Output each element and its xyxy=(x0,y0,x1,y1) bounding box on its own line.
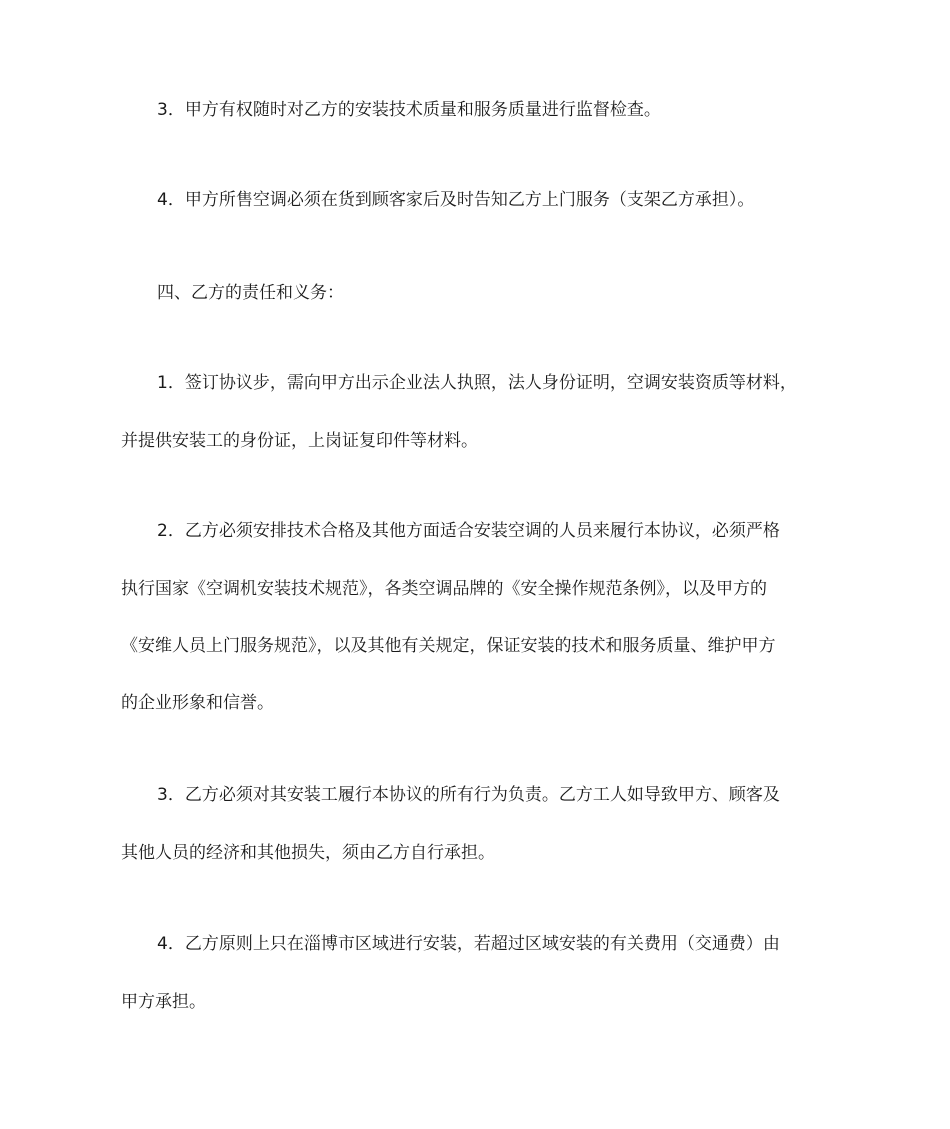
section-heading-4: 四、乙方的责任和义务： xyxy=(157,283,344,303)
clause-a3: 3．甲方有权随时对乙方的安装技术质量和服务质量进行监督检查。 xyxy=(157,100,661,120)
clause-b4-line2: 甲方承担。 xyxy=(121,992,206,1012)
clause-b1-line1: 1．签订协议步，需向甲方出示企业法人执照，法人身份证明，空调安装资质等材料， xyxy=(157,373,797,393)
clause-b2-line4: 的企业形象和信誉。 xyxy=(121,693,274,713)
clause-b3-line2: 其他人员的经济和其他损失，须由乙方自行承担。 xyxy=(121,843,495,863)
clause-b2-line1: 2．乙方必须安排技术合格及其他方面适合安装空调的人员来履行本协议，必须严格 xyxy=(157,521,780,541)
clause-b3-line1: 3．乙方必须对其安装工履行本协议的所有行为负责。乙方工人如导致甲方、顾客及 xyxy=(157,785,780,805)
clause-a4: 4．甲方所售空调必须在货到顾客家后及时告知乙方上门服务（支架乙方承担）。 xyxy=(157,190,755,210)
clause-b2-line2: 执行国家《空调机安装技术规范》，各类空调品牌的《安全操作规范条例》，以及甲方的 xyxy=(121,579,767,599)
clause-b1-line2: 并提供安装工的身份证，上岗证复印件等材料。 xyxy=(121,431,478,451)
clause-b4-line1: 4．乙方原则上只在淄博市区域进行安装，若超过区域安装的有关费用（交通费）由 xyxy=(157,934,780,954)
clause-b2-line3: 《安维人员上门服务规范》，以及其他有关规定，保证安装的技术和服务质量、维护甲方 xyxy=(121,636,776,656)
